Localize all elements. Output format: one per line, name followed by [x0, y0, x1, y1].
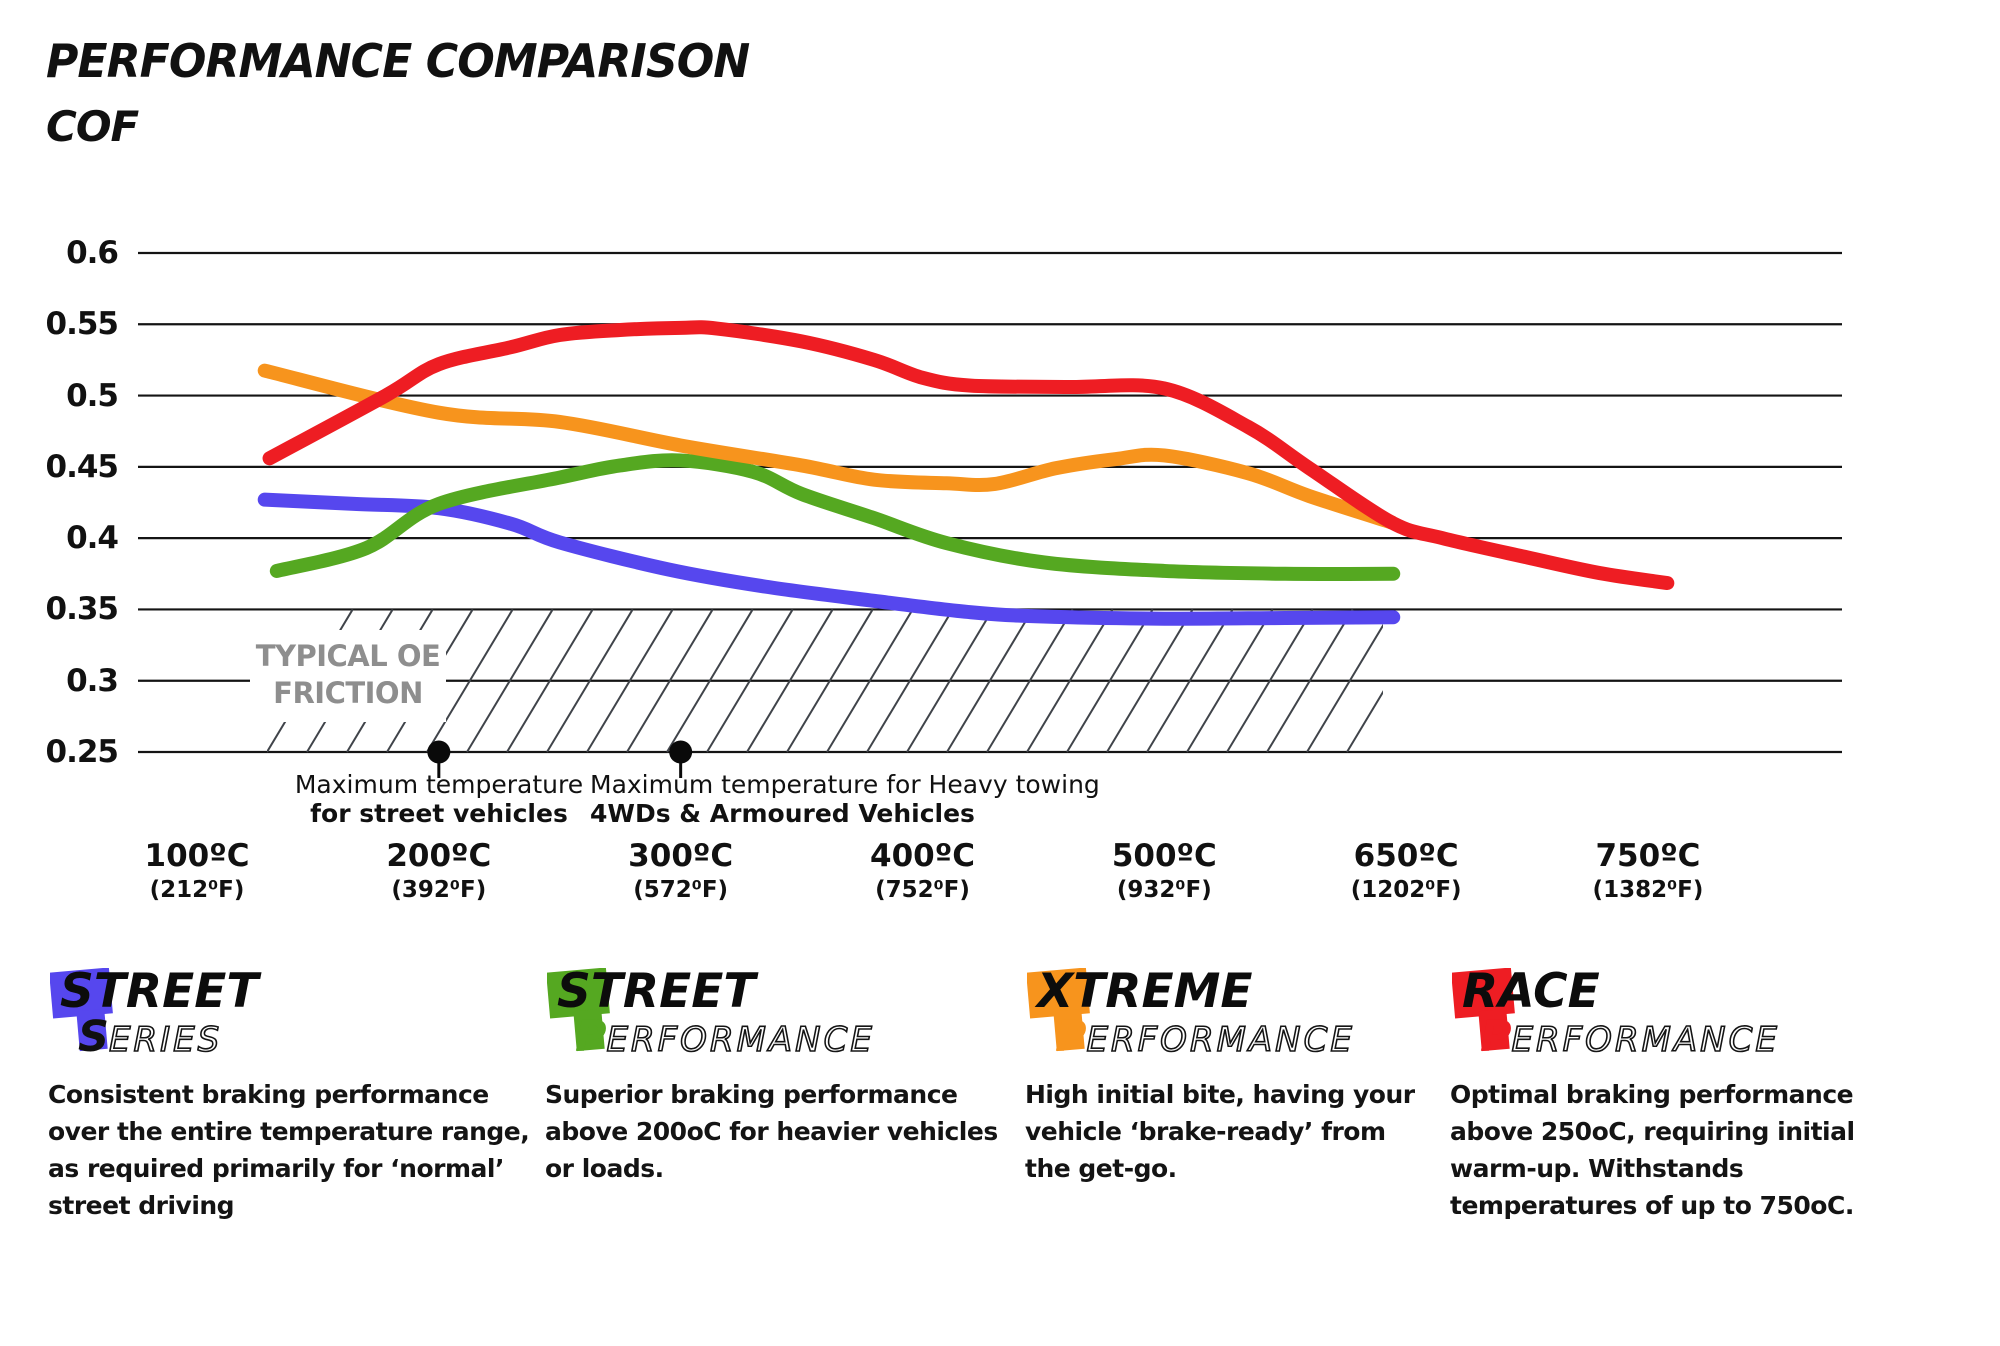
- y-tick-label: 0.55: [45, 306, 118, 343]
- series-subname: [1480, 1012, 1780, 1062]
- series-subname: [78, 1012, 222, 1062]
- series-subname-initial: P: [1480, 1012, 1512, 1062]
- y-axis-title: COF: [46, 102, 139, 151]
- x-tick-celsius: 400ºC: [870, 838, 975, 874]
- x-tick-650c: [1351, 838, 1462, 903]
- x-tick-200c: [386, 838, 491, 903]
- street-max-temp-annotation: [239, 770, 639, 828]
- x-tick-fahrenheit: (212⁰F): [149, 877, 245, 903]
- street-performance-logo: [545, 956, 1025, 1076]
- x-tick-500c: [1112, 838, 1217, 903]
- series-subname-initial: S: [78, 1012, 109, 1062]
- y-tick-label: 0.4: [66, 520, 118, 557]
- series-subname-rest: ERFORMANCE: [606, 1020, 875, 1060]
- legend-item-xtreme-performance: [1025, 956, 1435, 1187]
- y-tick-label: 0.25: [45, 734, 118, 770]
- x-tick-fahrenheit: (392⁰F): [391, 877, 487, 903]
- legend-item-race-performance: [1450, 956, 1925, 1224]
- x-tick-celsius: 300ºC: [628, 838, 734, 874]
- series-description: High initial bite, having your vehicle ‘brake-ready’ from the get-go.: [1025, 1080, 1415, 1183]
- x-tick-celsius: 750ºC: [1595, 838, 1701, 874]
- series-description: Superior braking performance above 200oC for heavier vehicles or loads.: [545, 1080, 998, 1183]
- annotation-line2: 4WDs & Armoured Vehicles: [590, 799, 975, 828]
- x-tick-fahrenheit: (1202⁰F): [1350, 877, 1462, 903]
- annotation-line1: Maximum temperature: [294, 770, 584, 799]
- series-subname-rest: ERIES: [108, 1020, 223, 1060]
- series-subname-rest: ERFORMANCE: [1086, 1020, 1355, 1060]
- annotation-line2: for street vehicles: [310, 799, 568, 828]
- heavy-towing-max-temp-annotation: [590, 770, 1100, 828]
- oe-friction-band-label-line2: FRICTION: [273, 676, 423, 710]
- series-description: Optimal braking performance above 250oC, requiring initial warm-up. Withstands temperatures of up to 750oC.: [1450, 1080, 1855, 1220]
- x-tick-fahrenheit: (1382⁰F): [1592, 877, 1704, 903]
- x-tick-fahrenheit: (932⁰F): [1116, 877, 1212, 903]
- series-name: STREET: [60, 964, 259, 1019]
- series-subname: [1055, 1012, 1355, 1062]
- x-tick-celsius: 500ºC: [1111, 838, 1217, 874]
- series-subname-rest: ERFORMANCE: [1511, 1020, 1780, 1060]
- series-name: XTREME: [1037, 964, 1253, 1019]
- series-subname: [575, 1012, 875, 1062]
- x-tick-400c: [870, 838, 975, 903]
- x-tick-celsius: 650ºC: [1353, 838, 1459, 874]
- y-tick-label: 0.6: [66, 235, 118, 271]
- x-tick-fahrenheit: (752⁰F): [875, 877, 970, 903]
- race-performance-logo: [1450, 956, 1925, 1076]
- x-tick-celsius: 100ºC: [144, 838, 250, 874]
- series-subname-initial: P: [1055, 1012, 1087, 1062]
- x-tick-celsius: 200ºC: [386, 838, 492, 874]
- y-tick-label: 0.35: [45, 591, 118, 628]
- y-tick-label: 0.3: [66, 662, 118, 699]
- series-subname-initial: P: [575, 1012, 607, 1062]
- page-title: PERFORMANCE COMPARISON: [46, 34, 750, 88]
- oe-friction-band-label: [250, 638, 446, 712]
- y-tick-label: 0.5: [66, 377, 118, 414]
- xtreme-performance-logo: [1025, 956, 1435, 1076]
- legend-item-street-performance: [545, 956, 1025, 1187]
- legend-item-street-series: [48, 956, 548, 1224]
- x-tick-750c: [1593, 838, 1704, 903]
- x-tick-300c: [628, 838, 733, 903]
- series-description: Consistent braking performance over the entire temperature range, as required primarily for ‘normal’ street driving: [48, 1080, 530, 1220]
- series-name: STREET: [557, 964, 756, 1019]
- x-tick-100c: [145, 838, 250, 903]
- oe-friction-band-label-line1: TYPICAL OE: [255, 639, 441, 673]
- series-name: RACE: [1462, 964, 1600, 1019]
- x-tick-fahrenheit: (572⁰F): [633, 877, 729, 903]
- y-tick-label: 0.45: [45, 448, 118, 485]
- street-series-logo: [48, 956, 548, 1076]
- annotation-line1: Maximum temperature for Heavy towing: [590, 770, 1100, 799]
